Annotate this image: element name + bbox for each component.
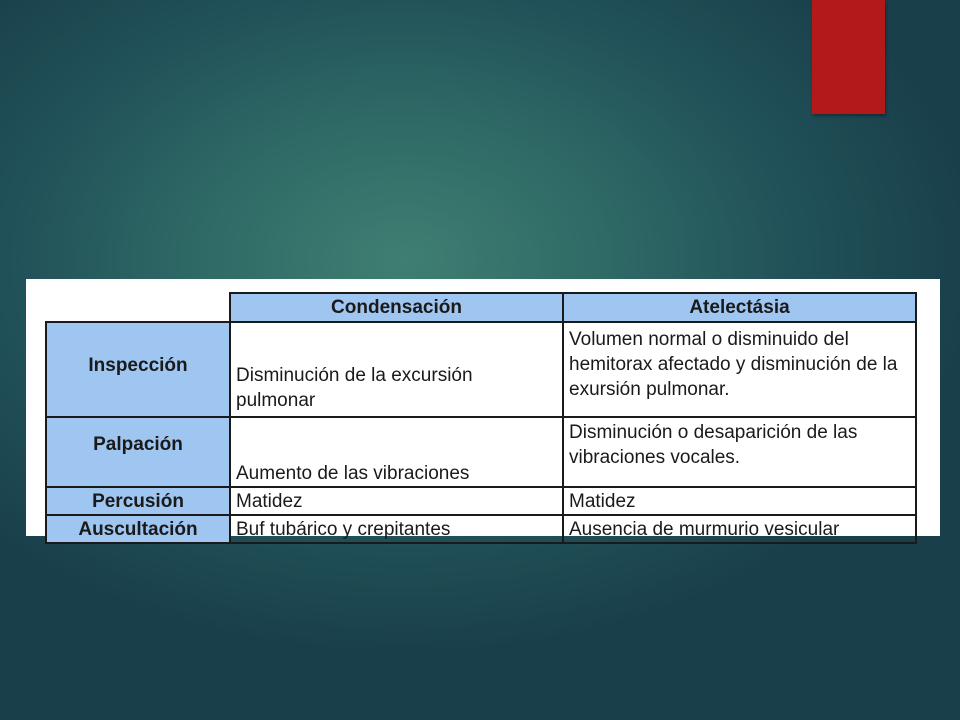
table-row xyxy=(46,487,916,515)
cell-atelectasia: Matidez xyxy=(563,487,916,515)
row-header-percusion: Percusión xyxy=(46,487,230,515)
cell-condensacion: Aumento de las vibraciones xyxy=(230,417,563,487)
cell-condensacion: Buf tubárico y crepitantes xyxy=(230,515,563,543)
column-header-atelectasia: Atelectásia xyxy=(563,293,916,322)
cell-atelectasia: Disminución o desaparición de las vibraciones vocales. xyxy=(563,417,916,487)
empty-corner-cell xyxy=(46,293,230,322)
table-header-row xyxy=(46,293,916,322)
column-header-condensacion: Condensación xyxy=(230,293,563,322)
table-row xyxy=(46,322,916,417)
table-row xyxy=(46,417,916,487)
cell-atelectasia: Volumen normal o disminuido del hemitorax afectado y disminución de la exursión pulmonar. xyxy=(563,322,916,417)
cell-atelectasia: Ausencia de murmurio vesicular xyxy=(563,515,916,543)
cell-condensacion: Matidez xyxy=(230,487,563,515)
row-header-palpacion: Palpación xyxy=(46,417,230,487)
row-header-auscultacion: Auscultación xyxy=(46,515,230,543)
table-row xyxy=(46,515,916,543)
table-panel xyxy=(26,279,940,540)
comparison-table xyxy=(45,292,917,544)
cell-condensacion: Disminución de la excursión pulmonar xyxy=(230,322,563,417)
row-header-inspeccion: Inspección xyxy=(46,322,230,417)
red-accent-bar xyxy=(812,0,885,114)
